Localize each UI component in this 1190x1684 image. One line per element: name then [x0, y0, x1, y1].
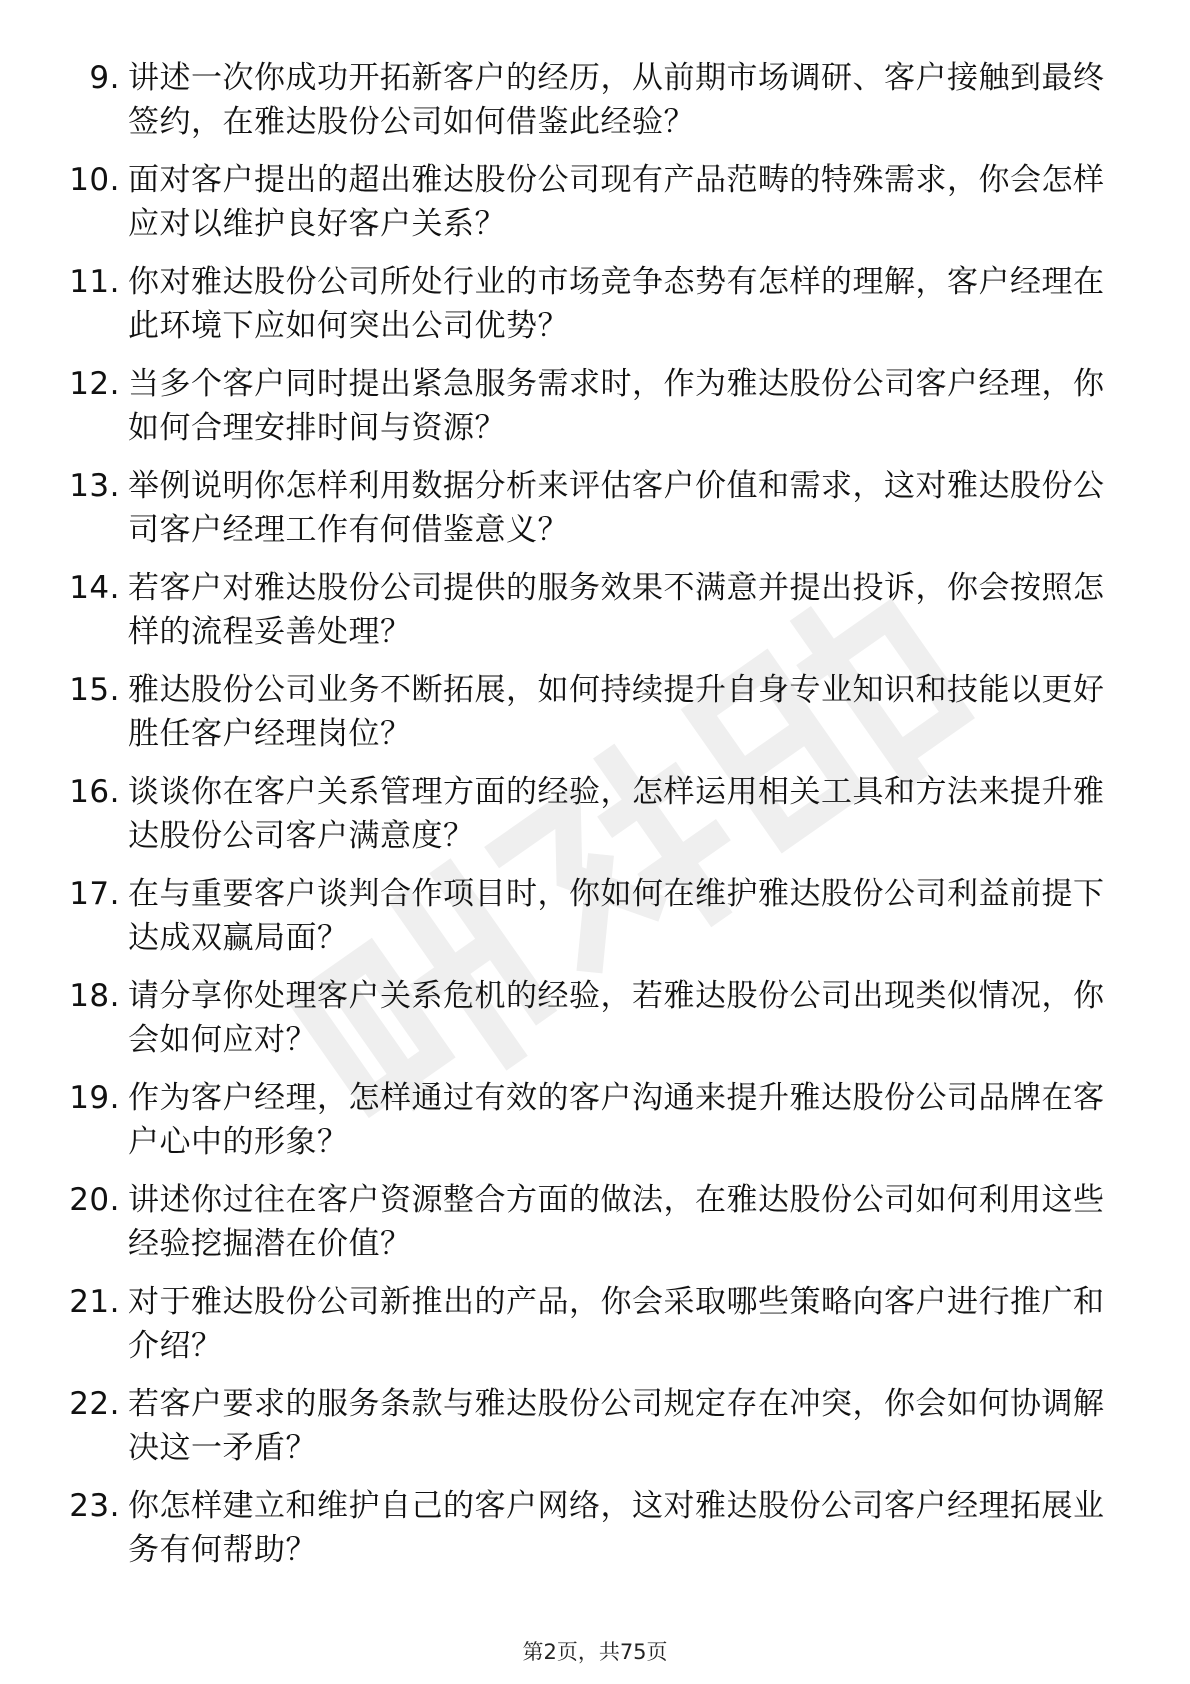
question-number: 14. [69, 570, 120, 606]
question-number: 19. [69, 1080, 120, 1116]
question-text: 举例说明你怎样利用数据分析来评估客户价值和需求，这对雅达股份公司客户经理工作有何借鉴意义？ [128, 468, 1105, 548]
question-list [62, 56, 1112, 1586]
page-number-label: 第2页，共75页 [522, 1640, 668, 1664]
question-text: 请分享你处理客户关系危机的经验，若雅达股份公司出现类似情况，你会如何应对？ [128, 978, 1105, 1058]
list-item [62, 974, 1112, 1062]
question-number: 9. [89, 60, 120, 96]
page-footer [0, 1636, 1190, 1666]
question-text: 谈谈你在客户关系管理方面的经验，怎样运用相关工具和方法来提升雅达股份公司客户满意度？ [128, 774, 1105, 854]
question-text: 你对雅达股份公司所处行业的市场竞争态势有怎样的理解，客户经理在此环境下应如何突出公司优势？ [128, 264, 1105, 344]
list-item [62, 1382, 1112, 1470]
list-item [62, 158, 1112, 246]
question-text: 在与重要客户谈判合作项目时，你如何在维护雅达股份公司利益前提下达成双赢局面？ [128, 876, 1105, 956]
list-item [62, 872, 1112, 960]
list-item [62, 1178, 1112, 1266]
list-item [62, 1076, 1112, 1164]
question-text: 若客户要求的服务条款与雅达股份公司规定存在冲突，你会如何协调解决这一矛盾？ [128, 1386, 1105, 1466]
question-number: 12. [69, 366, 120, 402]
list-item [62, 668, 1112, 756]
question-text: 讲述你过往在客户资源整合方面的做法，在雅达股份公司如何利用这些经验挖掘潜在价值？ [128, 1182, 1105, 1262]
list-item [62, 566, 1112, 654]
list-item [62, 260, 1112, 348]
question-text: 当多个客户同时提出紧急服务需求时，作为雅达股份公司客户经理，你如何合理安排时间与资源？ [128, 366, 1105, 446]
question-number: 21. [69, 1284, 120, 1320]
question-text: 你怎样建立和维护自己的客户网络，这对雅达股份公司客户经理拓展业务有何帮助？ [128, 1488, 1105, 1568]
question-number: 13. [69, 468, 120, 504]
question-number: 20. [69, 1182, 120, 1218]
list-item [62, 56, 1112, 144]
list-item [62, 1280, 1112, 1368]
list-item [62, 362, 1112, 450]
question-text: 作为客户经理，怎样通过有效的客户沟通来提升雅达股份公司品牌在客户心中的形象？ [128, 1080, 1105, 1160]
question-text: 对于雅达股份公司新推出的产品，你会采取哪些策略向客户进行推广和介绍？ [128, 1284, 1105, 1364]
question-number: 10. [69, 162, 120, 198]
question-text: 若客户对雅达股份公司提供的服务效果不满意并提出投诉，你会按照怎样的流程妥善处理？ [128, 570, 1105, 650]
list-item [62, 464, 1112, 552]
question-number: 16. [69, 774, 120, 810]
question-number: 23. [69, 1488, 120, 1524]
list-item [62, 1484, 1112, 1572]
question-number: 11. [69, 264, 120, 300]
list-item [62, 770, 1112, 858]
question-number: 17. [69, 876, 120, 912]
question-text: 讲述一次你成功开拓新客户的经历，从前期市场调研、客户接触到最终签约，在雅达股份公司如何借鉴此经验？ [128, 60, 1105, 140]
question-number: 22. [69, 1386, 120, 1422]
question-number: 18. [69, 978, 120, 1014]
question-text: 雅达股份公司业务不断拓展，如何持续提升自身专业知识和技能以更好胜任客户经理岗位？ [128, 672, 1105, 752]
question-text: 面对客户提出的超出雅达股份公司现有产品范畴的特殊需求，你会怎样应对以维护良好客户关系？ [128, 162, 1105, 242]
question-number: 15. [69, 672, 120, 708]
